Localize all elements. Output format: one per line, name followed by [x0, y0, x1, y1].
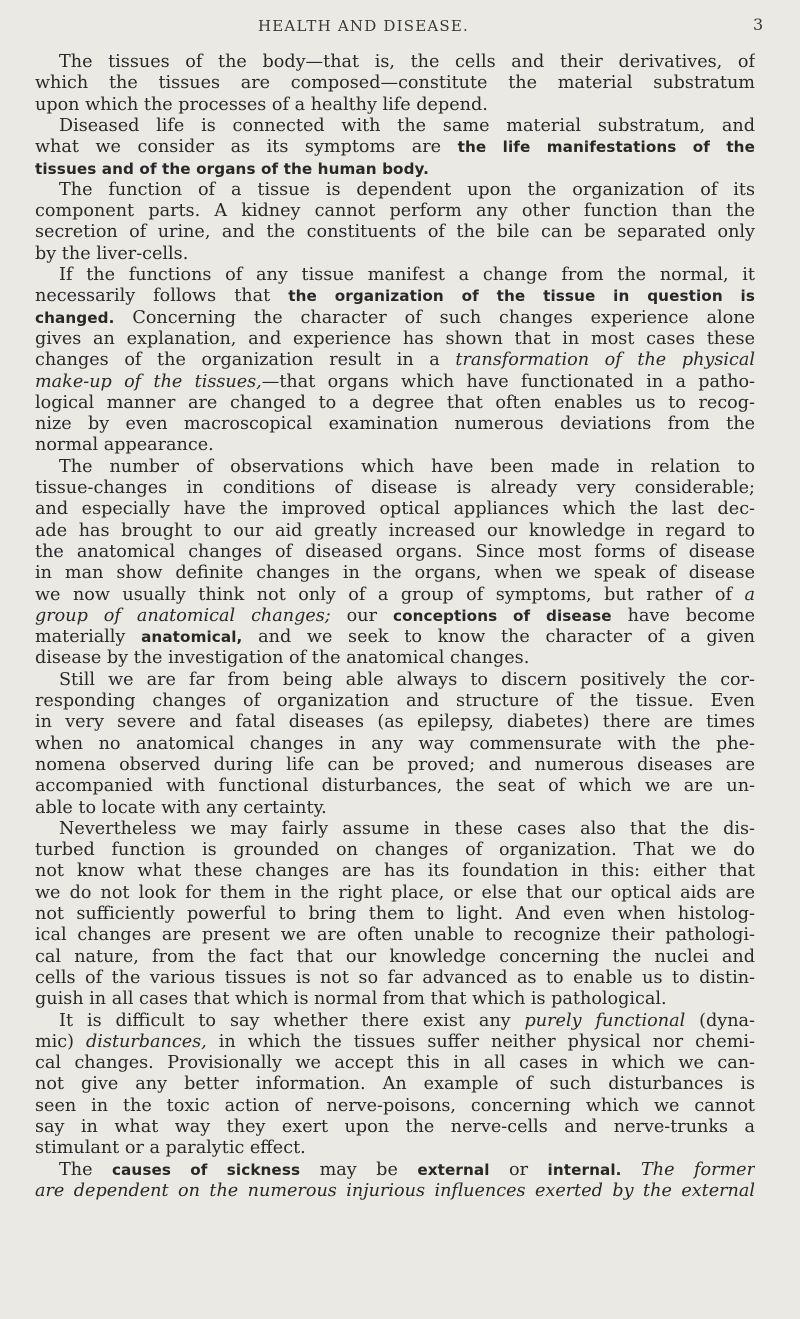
emphasis-text: the life manifestations of the: [457, 138, 755, 157]
emphasis-text: external: [417, 1160, 490, 1179]
italic-text: are dependent on the numerous injurious influences exerted by the external: [35, 1180, 755, 1201]
text-line: by the liver-cells.: [35, 243, 189, 264]
text-line: Nevertheless we may fairly assume in these cases also that the dis-: [59, 818, 755, 839]
emphasis-text: causes of sickness: [111, 1160, 301, 1179]
text-line: not sufficiently powerful to bring them to light. And even when histolog-: [35, 904, 755, 924]
text-line: The function of a tissue is dependent upon the organization of its: [59, 179, 755, 200]
text-line: It is difficult to say whether there exist any purely functional (dyna-: [59, 1010, 755, 1031]
text-line: The tissues of the body—that is, the cells and their derivatives, of: [59, 52, 755, 72]
text-line: The causes of sickness may be external or internal. The former: [59, 1159, 755, 1180]
text-line: changed. Concerning the character of such changes experience alone: [35, 307, 755, 328]
text-line: logical manner are changed to a degree that often enables us to recog-: [35, 392, 755, 413]
text-line: ical changes are present we are often unable to recognize their pathologi-: [35, 925, 755, 946]
text-line: Diseased life is connected with the same material substratum, and: [59, 115, 755, 136]
text-line: cells of the various tissues is not so far advanced as to enable us to distin-: [35, 967, 755, 988]
text-line: [35, 1181, 755, 1202]
page-number: 3: [753, 15, 764, 34]
text-line: we now usually think not only of a group of symptoms, but rather of a: [35, 584, 755, 605]
text-line: disease by the investigation of the anatomical changes.: [35, 648, 530, 669]
text-line: able to locate with any certainty.: [35, 797, 327, 818]
text-line: when no anatomical changes in any way commensurate with the phe-: [35, 733, 755, 754]
text-line: normal appearance.: [35, 435, 214, 456]
emphasis-text: changed.: [35, 308, 115, 327]
text-line: not know what these changes are has its foundation in this: either that: [35, 861, 755, 882]
text-line: accompanied with functional disturbances, the seat of which we are un-: [35, 776, 755, 797]
emphasis-text: conceptions of disease: [392, 606, 612, 625]
italic-text: purely functional: [524, 1010, 686, 1031]
text-line: make-up of the tissues,—that organs which have functionated in a patho-: [35, 371, 755, 392]
emphasis-text: anatomical,: [141, 628, 243, 647]
emphasis-text: internal.: [547, 1160, 622, 1179]
text-line: stimulant or a paralytic effect.: [35, 1138, 306, 1159]
text-line: what we consider as its symptoms are the life manifestations of the: [35, 137, 755, 158]
text-line: Still we are far from being able always to discern positively the cor-: [59, 669, 755, 690]
text-line: If the functions of any tissue manifest a change from the normal, it: [59, 265, 755, 285]
text-line: the anatomical changes of diseased organs. Since most forms of disease: [35, 541, 755, 562]
emphasis-text: tissues and of the organs of the human body.: [35, 159, 430, 178]
text-line: cal nature, from the fact that our knowledge concerning the nuclei and: [35, 946, 755, 967]
text-line: gives an explanation, and experience has shown that in most cases these: [35, 328, 755, 349]
text-line: responding changes of organization and structure of the tissue. Even: [35, 691, 755, 711]
italic-text: disturbances,: [86, 1031, 207, 1052]
text-line: not give any better information. An example of such disturbances is: [35, 1074, 755, 1095]
italic-text: a: [744, 584, 755, 605]
text-line: nomena observed during life can be proved; and numerous diseases are: [35, 754, 755, 775]
text-line: materially anatomical, and we seek to know the character of a given: [35, 627, 755, 648]
italic-text: group of anatomical changes;: [35, 605, 331, 626]
text-line: upon which the processes of a healthy life depend.: [35, 94, 488, 115]
text-line: guish in all cases that which is normal from that which is pathological.: [35, 989, 667, 1010]
running-title: HEALTH AND DISEASE.: [258, 17, 470, 35]
italic-text: The former: [641, 1159, 755, 1180]
text-line: The number of observations which have been made in relation to: [59, 456, 755, 477]
text-line: tissue-changes in conditions of disease is already very considerable;: [35, 478, 755, 498]
text-line: say in what way they exert upon the nerve-cells and nerve-trunks a: [35, 1117, 755, 1137]
emphasis-text: the organization of the tissue in question is: [288, 287, 755, 306]
text-line: and especially have the improved optical appliances which the last dec-: [35, 499, 755, 520]
text-line: we do not look for them in the right place, or else that our optical aids are: [35, 882, 755, 903]
text-line: cal changes. Provisionally we accept this in all cases in which we can-: [35, 1053, 755, 1074]
text-line: group of anatomical changes; our conceptions of disease have become: [35, 605, 755, 626]
text-line: which the tissues are composed—constitute the material substratum: [35, 73, 755, 94]
text-line: nize by even macroscopical examination numerous deviations from the: [35, 414, 755, 435]
italic-text: transformation of the physical: [455, 350, 755, 371]
text-line: in very severe and fatal diseases (as epilepsy, diabetes) there are times: [35, 712, 755, 733]
text-line: mic) disturbances, in which the tissues suffer neither physical nor chemi-: [35, 1031, 755, 1052]
text-line: turbed function is grounded on changes of organization. That we do: [35, 840, 755, 861]
text-line: component parts. A kidney cannot perform any other function than the: [35, 201, 755, 222]
text-line: [35, 159, 755, 180]
text-line: necessarily follows that the organization of the tissue in question is: [35, 286, 755, 307]
text-line: seen in the toxic action of nerve-poisons, concerning which we cannot: [35, 1095, 755, 1116]
text-line: in man show definite changes in the organs, when we speak of disease: [35, 563, 755, 584]
italic-text: make-up of the tissues,: [35, 371, 262, 392]
text-line: secretion of urine, and the constituents of the bile can be separated only: [35, 222, 755, 243]
text-line: ade has brought to our aid greatly increased our knowledge in regard to: [35, 520, 755, 541]
text-line: changes of the organization result in a transformation of the physical: [35, 350, 755, 371]
